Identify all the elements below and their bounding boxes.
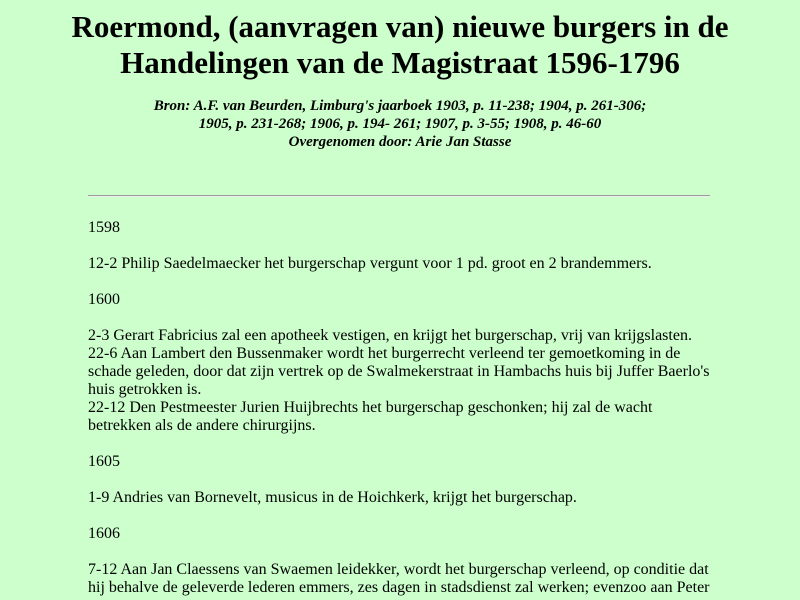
source-citation xyxy=(0,97,800,151)
page-title xyxy=(0,9,800,81)
year-heading-1600: 1600 xyxy=(88,291,120,308)
horizontal-divider xyxy=(88,195,710,197)
year-heading-1605: 1605 xyxy=(88,453,120,470)
year-heading-1598: 1598 xyxy=(88,219,120,236)
year-heading-1606: 1606 xyxy=(88,525,120,542)
records-list xyxy=(88,219,713,600)
page-title-line-2: Handelingen van de Magistraat 1596-1796 xyxy=(120,45,680,80)
record-entry: 22-12 Den Pestmeester Jurien Huijbrechts het burgerschap geschonken; hij zal de wacht betrekken als de andere chirurgijns. xyxy=(88,399,653,434)
year-entries-1605 xyxy=(88,489,713,507)
record-entry: 2-3 Gerart Fabricius zal een apotheek vestigen, en krijgt het burgerschap, vrij van krijgslasten. xyxy=(88,327,692,344)
record-entry: 7-12 Aan Jan Claessens van Swaemen leidekker, wordt het burgerschap verleend, op conditie dat hij behalve de geleverde lederen emmers, zes dagen in stadsdienst zal werken; evenzoo aan Peter xyxy=(88,561,710,596)
record-entry: 22-6 Aan Lambert den Bussenmaker wordt het burgerrecht verleend ter gemoetkoming in de schade geleden, door dat zijn vertrek op de Swalmekerstraat in Hambachs huis bij Juffer Baerlo's huis getrokken is. xyxy=(88,345,710,398)
source-line-1: Bron: A.F. van Beurden, Limburg's jaarboek 1903, p. 11-238; 1904, p. 261-306; xyxy=(153,98,647,114)
page-title-line-1: Roermond, (aanvragen van) nieuwe burgers in de xyxy=(71,9,729,44)
credits-line: Overgenomen door: Arie Jan Stasse xyxy=(288,134,512,150)
year-entries-1606 xyxy=(88,561,713,597)
source-line-2: 1905, p. 231-268; 1906, p. 194- 261; 1907, p. 3-55; 1908, p. 46-60 xyxy=(198,116,602,132)
year-entries-1598 xyxy=(88,255,713,273)
record-entry: 1-9 Andries van Bornevelt, musicus in de Hoichkerk, krijgt het burgerschap. xyxy=(88,489,577,506)
year-entries-1600 xyxy=(88,327,713,435)
record-entry: 12-2 Philip Saedelmaecker het burgerschap vergunt voor 1 pd. groot en 2 brandemmers. xyxy=(88,255,652,272)
